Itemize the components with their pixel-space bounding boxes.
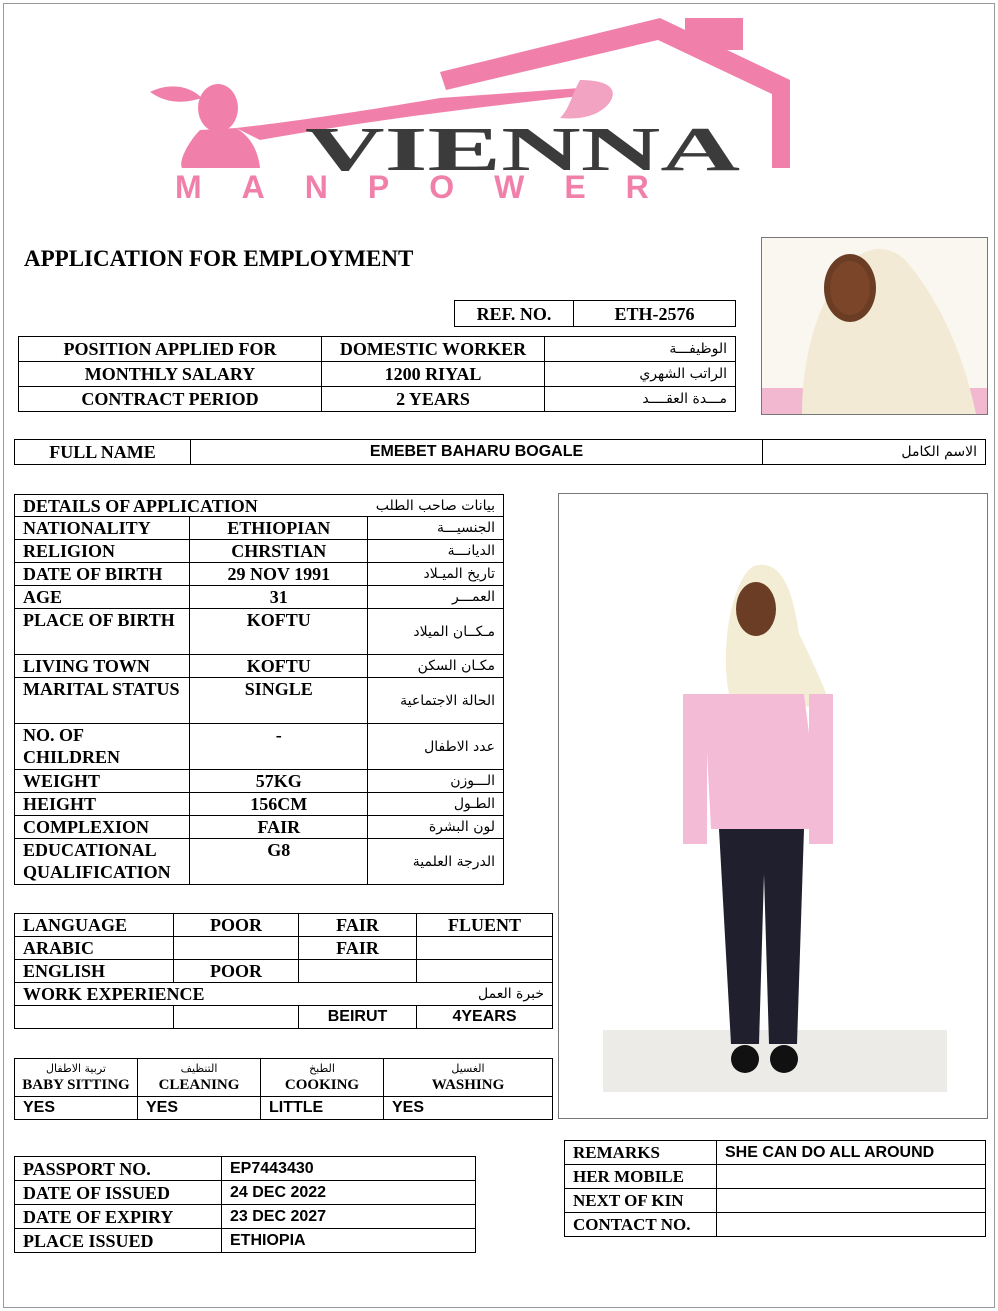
- detail-label-ar: الديانـــة: [368, 540, 504, 563]
- skill-header: [15, 1059, 138, 1097]
- passport-value: 24 DEC 2022: [222, 1181, 476, 1205]
- position-label: POSITION APPLIED FOR: [19, 337, 322, 362]
- position-table: [18, 336, 736, 412]
- work-cell: [15, 1006, 174, 1029]
- work-experience-label: WORK EXPERIENCE: [15, 983, 417, 1006]
- passport-label: DATE OF EXPIRY: [15, 1205, 222, 1229]
- detail-label-ar: الطـول: [368, 793, 504, 816]
- passport-value: EP7443430: [222, 1157, 476, 1181]
- salary-label: MONTHLY SALARY: [19, 362, 322, 387]
- details-header: DETAILS OF APPLICATION: [15, 495, 368, 517]
- skill-label: BABY SITTING: [22, 1076, 130, 1093]
- detail-value: FAIR: [190, 816, 368, 839]
- detail-value: ETHIOPIAN: [190, 517, 368, 540]
- detail-label: WEIGHT: [15, 770, 190, 793]
- details-header-ar: بيانات صاحب الطلب: [368, 495, 504, 517]
- position-label-ar: الوظيفـــة: [545, 337, 736, 362]
- languages-table: [14, 913, 553, 1029]
- skill-label: WASHING: [431, 1076, 505, 1093]
- detail-label-ar: الجنسيـــة: [368, 517, 504, 540]
- skill-label-ar: التنظيف: [180, 1061, 218, 1075]
- detail-value: 29 NOV 1991: [190, 563, 368, 586]
- position-value: DOMESTIC WORKER: [322, 337, 545, 362]
- skill-value: YES: [15, 1097, 138, 1120]
- logo-word: VIENNA: [305, 116, 741, 184]
- skill-label-ar: الطبخ: [309, 1061, 335, 1075]
- skill-value: YES: [384, 1097, 553, 1120]
- skill-label: COOKING: [284, 1076, 360, 1093]
- skill-label-ar: الغسيل: [451, 1061, 485, 1075]
- passport-value: 23 DEC 2027: [222, 1205, 476, 1229]
- mobile-label: HER MOBILE: [565, 1165, 717, 1189]
- full-name-table: [14, 439, 986, 465]
- language-fair: FAIR: [299, 937, 417, 960]
- language-header-fair: FAIR: [299, 914, 417, 937]
- full-name-value: EMEBET BAHARU BOGALE: [191, 440, 763, 465]
- detail-label: LIVING TOWN: [15, 655, 190, 678]
- detail-value: SINGLE: [190, 678, 368, 724]
- contact-value: [717, 1213, 986, 1237]
- remarks-table: [564, 1140, 986, 1237]
- language-name: ENGLISH: [15, 960, 174, 983]
- language-name: ARABIC: [15, 937, 174, 960]
- detail-label-ar: الحالة الاجتماعية: [368, 678, 504, 724]
- skill-value: LITTLE: [261, 1097, 384, 1120]
- passport-label: PLACE ISSUED: [15, 1229, 222, 1253]
- ref-label: REF. NO.: [455, 301, 574, 327]
- next-of-kin-label: NEXT OF KIN: [565, 1189, 717, 1213]
- work-cell: [174, 1006, 299, 1029]
- language-poor: POOR: [174, 960, 299, 983]
- detail-label-ar: لون البشرة: [368, 816, 504, 839]
- vienna-logo: [140, 10, 820, 210]
- details-table: [14, 494, 504, 885]
- language-fair: [299, 960, 417, 983]
- detail-value: 31: [190, 586, 368, 609]
- passport-table: [14, 1156, 476, 1253]
- page-title: APPLICATION FOR EMPLOYMENT: [24, 246, 414, 271]
- ref-table: [454, 300, 736, 327]
- detail-label: DATE OF BIRTH: [15, 563, 190, 586]
- detail-value: KOFTU: [190, 655, 368, 678]
- detail-label: NATIONALITY: [15, 517, 190, 540]
- skill-label-ar: تربية الاطفال: [46, 1061, 106, 1075]
- full-body-photo: [558, 493, 988, 1119]
- detail-label: RELIGION: [15, 540, 190, 563]
- remarks-label: REMARKS: [565, 1141, 717, 1165]
- language-fluent: [417, 937, 553, 960]
- full-name-label-ar: الاسم الكامل: [763, 440, 986, 465]
- detail-label-ar: العمـــر: [368, 586, 504, 609]
- contact-label: CONTACT NO.: [565, 1213, 717, 1237]
- detail-label: EDUCATIONAL QUALIFICATION: [15, 839, 190, 885]
- salary-value: 1200 RIYAL: [322, 362, 545, 387]
- full-name-label: FULL NAME: [15, 440, 191, 465]
- detail-value: 57KG: [190, 770, 368, 793]
- remarks-value: SHE CAN DO ALL AROUND: [717, 1141, 986, 1165]
- detail-value: 156CM: [190, 793, 368, 816]
- passport-value: ETHIOPIA: [222, 1229, 476, 1253]
- detail-label: HEIGHT: [15, 793, 190, 816]
- detail-label: NO. OF CHILDREN: [15, 724, 190, 770]
- detail-label-ar: الـــوزن: [368, 770, 504, 793]
- skill-label: CLEANING: [158, 1076, 240, 1093]
- detail-label-ar: مكـان السكن: [368, 655, 504, 678]
- contract-label: CONTRACT PERIOD: [19, 387, 322, 412]
- skill-header: [384, 1059, 553, 1097]
- detail-label: COMPLEXION: [15, 816, 190, 839]
- language-header: LANGUAGE: [15, 914, 174, 937]
- skill-header: [138, 1059, 261, 1097]
- detail-value: -: [190, 724, 368, 770]
- detail-label-ar: الدرجة العلمية: [368, 839, 504, 885]
- salary-label-ar: الراتب الشهري: [545, 362, 736, 387]
- detail-label: MARITAL STATUS: [15, 678, 190, 724]
- skill-header: [261, 1059, 384, 1097]
- contract-value: 2 YEARS: [322, 387, 545, 412]
- detail-label-ar: مـكــان الميلاد: [368, 609, 504, 655]
- work-experience-label-ar: خبرة العمل: [417, 983, 553, 1006]
- passport-label: DATE OF ISSUED: [15, 1181, 222, 1205]
- detail-label: PLACE OF BIRTH: [15, 609, 190, 655]
- language-poor: [174, 937, 299, 960]
- mobile-value: [717, 1165, 986, 1189]
- work-country: BEIRUT: [299, 1006, 417, 1029]
- language-header-fluent: FLUENT: [417, 914, 553, 937]
- contract-label-ar: مـــدة العقــــد: [545, 387, 736, 412]
- detail-label-ar: عدد الاطفال: [368, 724, 504, 770]
- detail-value: G8: [190, 839, 368, 885]
- ref-value: ETH-2576: [574, 301, 736, 327]
- work-duration: 4YEARS: [417, 1006, 553, 1029]
- language-header-poor: POOR: [174, 914, 299, 937]
- logo-subtitle: MANPOWER: [175, 169, 689, 205]
- next-of-kin-value: [717, 1189, 986, 1213]
- portrait-photo: [761, 237, 988, 415]
- skill-value: YES: [138, 1097, 261, 1120]
- detail-value: KOFTU: [190, 609, 368, 655]
- skills-table: [14, 1058, 553, 1120]
- detail-label: AGE: [15, 586, 190, 609]
- language-fluent: [417, 960, 553, 983]
- detail-value: CHRSTIAN: [190, 540, 368, 563]
- passport-label: PASSPORT NO.: [15, 1157, 222, 1181]
- detail-label-ar: تاريخ الميـلاد: [368, 563, 504, 586]
